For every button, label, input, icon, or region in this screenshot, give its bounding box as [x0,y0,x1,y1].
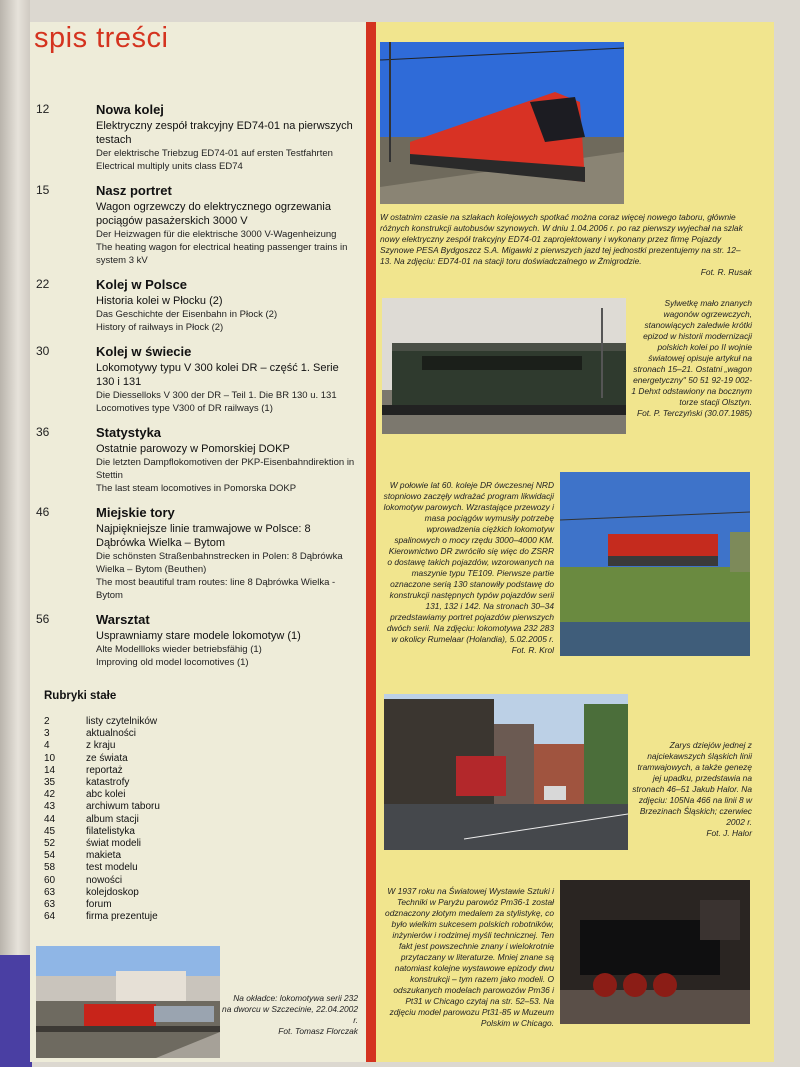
rubryka-label: reportaż [86,764,123,776]
toc-title-en: Locomotives type V300 of DR railways (1) [96,403,273,414]
rubryka-item [44,777,244,789]
caption-steam-model: W 1937 roku na Światowej Wystawie Sztuki i Techniki w Paryżu parowóz Pm36-1 został odznaczony złotym medalem za stylistykę, co było wielkim sukcesem polskich robotników, inżynierów i rodzimej myśli technicznej. Ten fakt jest powszechnie znany i wielokrotnie przytaczany w literaturze. Mniej znane są natomiast kolejne wystawowe epizody dwu konstrukcji – tym razem jako modeli. O odszukanych modelach parowozów Pm36 i Pt31 w Chicago czytaj na str. 52–53. Na zdjęciu model parowozu Pt31-85 w Muzeum Polskim w Chicago. [385,886,554,1028]
rubryka-label: ze świata [86,752,128,764]
toc-page-number: 12 [36,102,50,116]
page-title: spis treści [34,22,169,54]
rubryka-page: 58 [44,862,56,874]
rubryka-label: forum [86,899,112,911]
toc-title-pl: Elektryczny zespół trakcyjny ED74-01 na pierwszych testach [96,120,353,146]
toc-entry [36,425,358,495]
toc-title-en: History of railways in Płock (2) [96,322,224,333]
toc-page-number: 30 [36,344,50,358]
toc-heading: Miejskie tory [96,505,175,520]
caption-dr-locomotive: W połowie lat 60. koleje DR ówczesnej NRD stopniowo zaczęły wdrażać program likwidacji lokomotyw parowych. Wzrastające przewozy i masa pociągów wymusiły potrzebę wprowadzenia ciężkich lokomotyw spalinowych o mocy rzędu 3000–4000 KM. Kierownictwo DR zwróciło się więc do ZSRR o dostawę takich pojazdów, wzorowanych na maszynie typu TE109. Pierwsze partie oznaczone serią 130 stanowiły podstawę do konstrukcji następnych typów pojazdów serii 131, 132 i 142. Na stronach 30–34 przedstawiamy portret pojazdów pierwszych dwóch serii. Na zdjęciu: lokomotywa 232 283 w okolicy Rumelaar (Holandia), 5.02.2005 r. Fot. R. Krol [383,480,554,655]
rubryka-item [44,875,244,887]
toc-title-pl: Najpiękniejsze linie tramwajowe w Polsce: 8 Dąbrówka Wielka – Bytom [96,523,311,549]
rubryka-item [44,728,244,740]
toc-title-en: The most beautiful tram routes: line 8 Dąbrówka Wielka - Bytom [96,577,336,601]
toc-title-pl: Lokomotywy typu V 300 kolei DR – część 1. Serie 130 i 131 [96,362,339,388]
toc-entry [36,183,358,267]
rubryka-label: listy czytelników [86,716,158,727]
rubryka-item [44,814,244,826]
rubryka-item [44,838,244,850]
rubryki-title: Rubryki stałe [44,690,117,702]
toc-title-de: Der Heizwagen für die elektrische 3000 V-Wagenheizung [96,229,337,240]
cover-caption-credit: Fot. Tomasz Florczak [278,1026,358,1036]
rubryka-label: abc kolei [86,789,126,801]
toc-entry [36,277,358,334]
magazine-spine [0,0,30,1067]
rubryka-page: 44 [44,813,56,825]
toc-entry [36,102,358,173]
toc-entry [36,612,358,669]
rubryka-item [44,765,244,777]
rubryka-page: 4 [44,740,50,752]
rubryka-page: 60 [44,874,56,886]
rubryka-label: archiwum taboru [86,801,160,813]
rubryka-label: filatelistyka [86,825,135,837]
toc-title-pl: Historia kolei w Płocku (2) [96,295,223,307]
toc-page-number: 46 [36,505,50,519]
rubryka-item [44,899,244,911]
rubryka-label: katastrofy [86,777,130,789]
toc-title-en: The heating wagon for electrical heating passenger trains in system 3 kV [96,242,348,266]
rubryka-page: 2 [44,716,50,727]
rubryka-page: 63 [44,886,56,898]
rubryka-item [44,789,244,801]
rubryka-page: 52 [44,838,56,850]
photo-tram-street [384,694,628,850]
cover-photo [36,946,220,1058]
toc-heading: Kolej w Polsce [96,277,188,292]
rubryka-item [44,826,244,838]
toc-entry [36,505,358,602]
toc-heading: Kolej w świecie [96,344,192,359]
rubryka-item [44,716,244,728]
toc-entry [36,344,358,415]
rubryka-label: świat modeli [86,838,142,850]
toc-heading: Nowa kolej [96,102,164,117]
red-divider [366,22,376,1062]
photo-steam-model [560,880,750,1024]
toc-title-de: Der elektrische Triebzug ED74-01 auf ersten Testfahrten [96,148,333,159]
toc-title-pl: Usprawniamy stare modele lokomotyw (1) [96,630,301,642]
photo-ed74-train [380,42,624,204]
rubryka-page: 45 [44,825,56,837]
cover-caption-text: Na okładce: lokomotywa serii 232 na dworcu w Szczecinie, 22.04.2002 r. [222,993,358,1025]
toc-heading: Statystyka [96,425,162,440]
toc-title-pl: Wagon ogrzewczy do elektrycznego ogrzewania pociągów pasażerskich 3000 V [96,201,331,227]
rubryka-label: makieta [86,850,122,862]
rubryki-list [44,716,244,923]
toc-heading: Warsztat [96,612,150,627]
toc-title-de: Die schönsten Straßenbahnstrecken in Polen: 8 Dąbrówka Wielka – Bytom (Beuthen) [96,551,343,575]
rubryka-page: 64 [44,911,56,923]
toc-title-de: Alte Modellloks wieder betriebsfähig (1) [96,644,262,655]
toc-title-de: Die letzten Dampflokomotiven der PKP-Eisenbahndirektion in Stettin [96,457,355,481]
caption-ed74: W ostatnim czasie na szlakach kolejowych spotkać można coraz więcej nowego taboru, głównie różnych konstrukcji autobusów szynowych. W dniu 1.04.2006 r. po raz pierwszy wyjechał na szlak nowy elektryczny zespół trakcyjny ED74-01 zaprojektowany i wykonany przez firmę Pojazdy Szynowe PESA Bydgoszcz S.A. Migawki z pierwszych jazd tej jednostki prezentujemy na str. 12–13. Na zdjęciu: ED74-01 na stacji toru doświadczalnego w Żmigrodzie. Fot. R. Rusak [380,212,752,277]
toc-title-de: Die Diesselloks V 300 der DR – Teil 1. Die BR 130 u. 131 [96,390,337,401]
rubryka-item [44,801,244,813]
rubryka-item [44,862,244,874]
toc-title-pl: Ostatnie parowozy w Pomorskiej DOKP [96,443,290,455]
cover-caption [222,993,358,1037]
rubryka-item [44,740,244,752]
toc-heading: Nasz portret [96,183,172,198]
rubryka-page: 3 [44,728,50,740]
rubryka-label: nowości [86,874,123,886]
rubryka-page: 42 [44,789,56,801]
rubryka-item [44,887,244,899]
toc-page-number: 36 [36,425,50,439]
rubryka-page: 54 [44,850,56,862]
toc-page-number: 22 [36,277,50,291]
caption-heating-wagon: Sylwetkę mało znanych wagonów ogrzewczych, stanowiących zaledwie krótki epizod w historii modernizacji polskich kolei po II wojnie światowej opisuje artykuł na stronach 15–21. Ostatni „wagon energetyczny" 50 51 92-19 002-1 Dehxt odstawiony na bocznym torze stacji Olsztyn. Fot. P. Terczyński (30.07.1985) [631,298,752,418]
rubryka-label: aktualności [86,728,137,740]
cover-edge [0,955,32,1067]
rubryka-page: 35 [44,777,56,789]
caption-tram: Zarys dziejów jednej z najciekawszych śląskich linii tramwajowych, a także genezę jej upadku, przedstawia na stronach 46–51 Jakub Halor. Na zdjęciu: 105Na 466 na linii 8 w Brzezinach Śląskich; czerwiec 2002 r. Fot. J. Halor [632,740,752,838]
rubryka-item [44,850,244,862]
photo-dr-locomotive [560,472,750,656]
rubryka-label: z kraju [86,740,116,752]
rubryka-label: test modelu [86,862,138,874]
toc-title-de: Das Geschichte der Eisenbahn in Płock (2) [96,309,278,320]
toc-title-en: Electrical multiply units class ED74 [96,161,243,172]
toc-title-en: The last steam locomotives in Pomorska DOKP [96,483,297,494]
rubryka-item [44,753,244,765]
rubryka-page: 43 [44,801,56,813]
table-of-contents [36,102,358,679]
rubryka-label: kolejdoskop [86,886,139,898]
rubryka-label: album stacji [86,813,139,825]
rubryka-page: 63 [44,899,56,911]
rubryka-item [44,911,244,923]
rubryka-page: 10 [44,752,56,764]
toc-title-en: Improving old model locomotives (1) [96,657,249,668]
toc-page-number: 56 [36,612,50,626]
photo-heating-wagon [382,298,626,434]
toc-page-number: 15 [36,183,50,197]
rubryka-label: firma prezentuje [86,911,158,923]
rubryka-page: 14 [44,764,56,776]
